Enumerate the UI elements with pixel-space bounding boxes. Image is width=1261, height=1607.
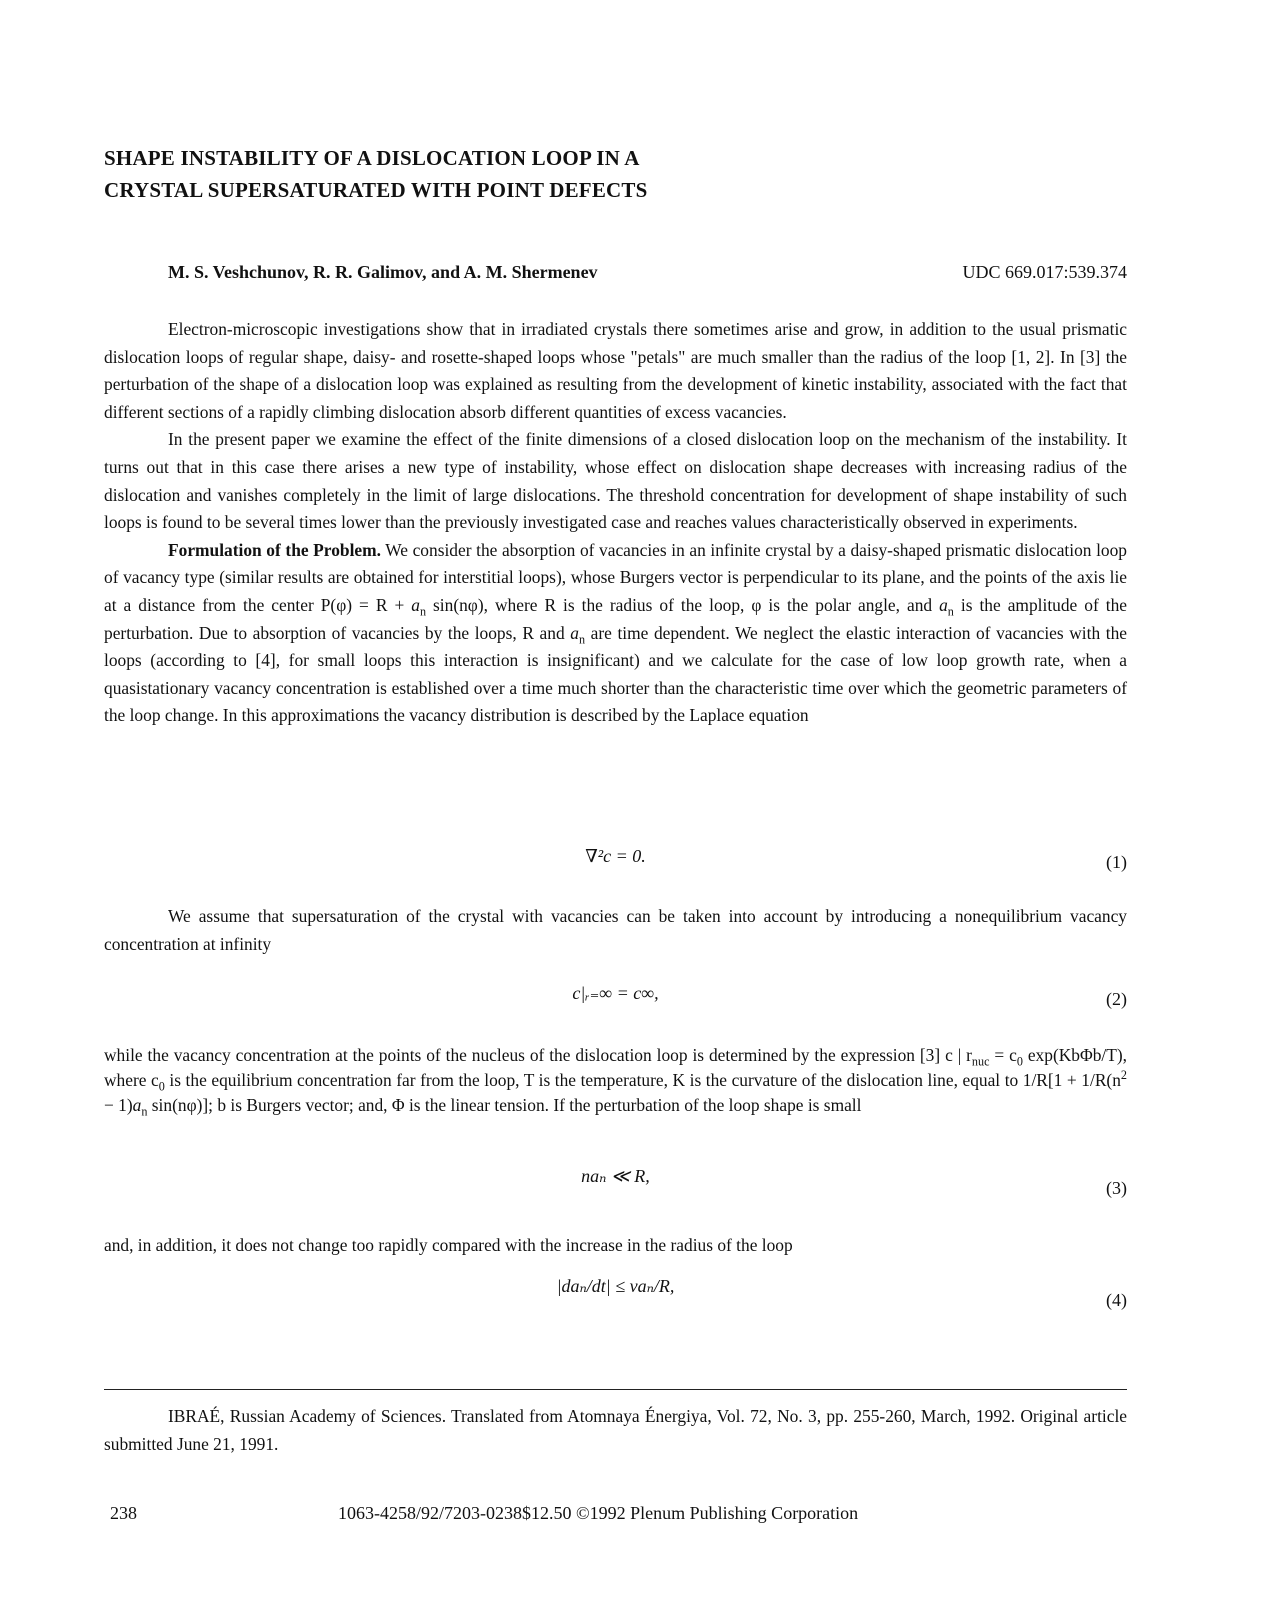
paragraph-4: We assume that supersaturation of the crystal with vacancies can be taken into account by introducing a nonequilibrium vacancy concentration at infinity [104, 906, 1127, 954]
paragraph-1: Electron-microscopic investigations show that in irradiated crystals there sometimes arise and grow, in addition to the usual prismatic dislocation loops of regular shape, daisy- and rosette-shaped loops whose "petals" are much smaller than the radius of the loop [1, 2]. In [3] the perturbation of the shape of a dislocation loop was explained as resulting from the development of kinetic instability, associated with the fact that different sections of a rapidly climbing dislocation absorb different quantities of excess vacancies. [104, 319, 1127, 422]
section-heading: Formulation of the Problem. [168, 539, 381, 560]
equation-formula: ∇²c = 0. [585, 846, 646, 866]
equation-2 [104, 983, 1127, 1013]
authors: M. S. Veshchunov, R. R. Galimov, and A. M. Shermenev [168, 262, 598, 282]
equation-number: (2) [1106, 989, 1127, 1009]
equation-formula: c|ᵣ₌∞ = c∞, [572, 983, 659, 1003]
article-title [104, 142, 864, 206]
equation-1 [104, 846, 1127, 876]
body-text-4 [104, 1232, 1127, 1260]
equation-number: (3) [1106, 1178, 1127, 1198]
paragraph-6: and, in addition, it does not change too rapidly compared with the increase in the radius of the loop [104, 1235, 793, 1255]
copyright-line: 1063-4258/92/7203-0238$12.50 ©1992 Plenum Publishing Corporation [338, 1503, 859, 1523]
body-text-3 [104, 1043, 1127, 1118]
body-text-top [104, 316, 1127, 730]
title-line-1: SHAPE INSTABILITY OF A DISLOCATION LOOP IN A [104, 146, 640, 170]
equation-3 [104, 1166, 1127, 1196]
title-line-2: CRYSTAL SUPERSATURATED WITH POINT DEFECTS [104, 178, 648, 202]
equation-formula: naₙ ≪ R, [581, 1166, 650, 1186]
equation-formula: |daₙ/dt| ≤ vaₙ/R, [556, 1276, 675, 1296]
equation-4 [104, 1276, 1127, 1310]
udc-code: UDC 669.017:539.374 [962, 262, 1127, 282]
paragraph-3: Formulation of the Problem. We consider the absorption of vacancies in an infinite crystal by a daisy-shaped prismatic dislocation loop of vacancy type (similar results are obtained for interstitial loops), whose Burgers vector is perpendicular to its plane, and the points of the axis lie at a distance from the center $P(\varphi) = R + a_n$ sin(nφ), where R is the radius of the loop, φ is the polar angle, and $a_n$ is the amplitude of the perturbation. Due to absorption of vacancies by the loops, R and $a_n$ are time dependent. We neglect the elastic interaction of vacancies with the loops (according to [4], for small loops this interaction is insignificant) and we calculate for the case of low loop growth rate, when a quasistationary vacancy concentration is established over a time much shorter than the characteristic time over which the geometric parameters of the loop change. In this approximations the vacancy distribution is described by the Laplace equation [104, 539, 1128, 726]
equation-number: (1) [1106, 852, 1127, 872]
page-number: 238 [110, 1503, 137, 1523]
body-text-2 [104, 903, 1127, 958]
paragraph-2: In the present paper we examine the effect of the finite dimensions of a closed dislocation loop on the mechanism of the instability. It turns out that in this case there arises a new type of instability, whose effect on dislocation shape decreases with increasing radius of the dislocation and vanishes completely in the limit of large dislocations. The threshold concentration for development of shape instability of such loops is found to be several times lower than the previously investigated case and reaches values characteristically observed in experiments. [104, 429, 1127, 533]
paragraph-5: while the vacancy concentration at the points of the nucleus of the dislocation loop is determined by the expression [3] c | $r_{nuc} = c_0$ exp(KbΦb/T), where $c_0$ is the equilibrium concentration far from the loop, T is the temperature, K is the curvature of the dislocation line, equal to $1/R[1 + 1/R(n^2 - 1)a_n$ sin(nφ)]; b is Burgers vector; and, Φ is the linear tension. If the perturbation of the loop shape is small [104, 1045, 1127, 1119]
equation-number: (4) [1106, 1290, 1127, 1310]
footnote-rule [104, 1389, 1127, 1390]
footnote: IBRAÉ, Russian Academy of Sciences. Translated from Atomnaya Énergiya, Vol. 72, No. 3, pp. 255-260, March, 1992. Original article submitted June 21, 1991. [104, 1406, 1127, 1454]
